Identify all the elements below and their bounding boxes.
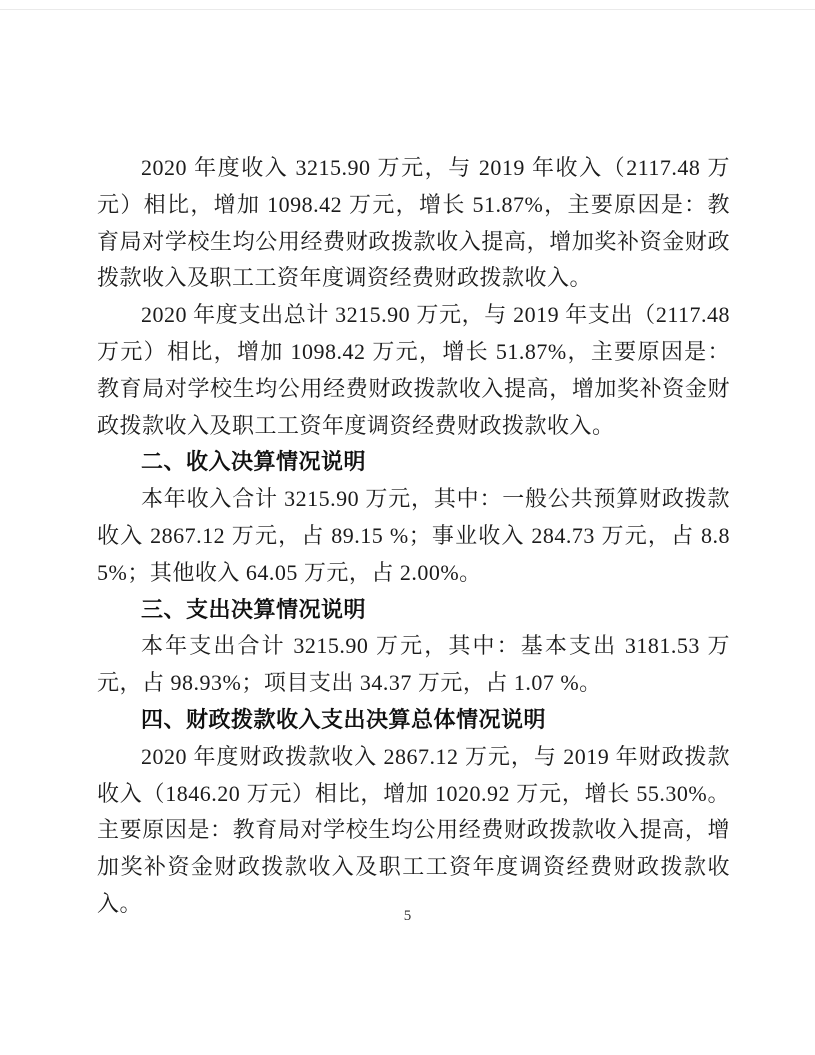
heading-expenditure-final-accounts: 三、支出决算情况说明 bbox=[141, 596, 367, 622]
heading-income-final-accounts: 二、收入决算情况说明 bbox=[141, 449, 367, 475]
paragraph-expenditure-breakdown: 本年支出合计 3215.90 万元，其中：基本支出 3181.53 万元，占 98.93%；项目支出 34.37 万元，占 1.07 %。 bbox=[97, 633, 730, 696]
paragraph-2020-expenditure-summary: 2020 年度支出总计 3215.90 万元，与 2019 年支出（2117.48 万元）相比，增加 1098.42 万元，增长 51.87%，主要原因是：教育局对学校生均公用经费财政拨款收入提高，增加奖补资金财政拨款收入及职工工资年度调资经费财政拨款收入。 bbox=[97, 302, 730, 438]
scan-edge-line bbox=[0, 9, 815, 10]
page-number: 5 bbox=[403, 908, 412, 924]
paragraph-2020-income-summary: 2020 年度收入 3215.90 万元，与 2019 年收入（2117.48 万元）相比，增加 1098.42 万元，增长 51.87%，主要原因是：教育局对学校生均公用经费财政拨款收入提高，增加奖补资金财政拨款收入及职工工资年度调资经费财政拨款收入。 bbox=[97, 155, 730, 291]
heading-fiscal-appropriation-overview: 四、财政拨款收入支出决算总体情况说明 bbox=[141, 706, 547, 732]
document-content bbox=[97, 150, 730, 923]
paragraph-fiscal-appropriation-summary: 2020 年度财政拨款收入 2867.12 万元，与 2019 年财政拨款收入（1846.20 万元）相比，增加 1020.92 万元，增长 55.30%。主要原因是：教育局对学校生均公用经费财政拨款收入提高，增加奖补资金财政拨款收入及职工工资年度调资经费财政拨款收入。 bbox=[97, 743, 730, 916]
paragraph-income-breakdown: 本年收入合计 3215.90 万元，其中：一般公共预算财政拨款收入 2867.12 万元，占 89.15 %；事业收入 284.73 万元，占 8.85%；其他收入 64.05 万元，占 2.00%。 bbox=[97, 486, 730, 585]
